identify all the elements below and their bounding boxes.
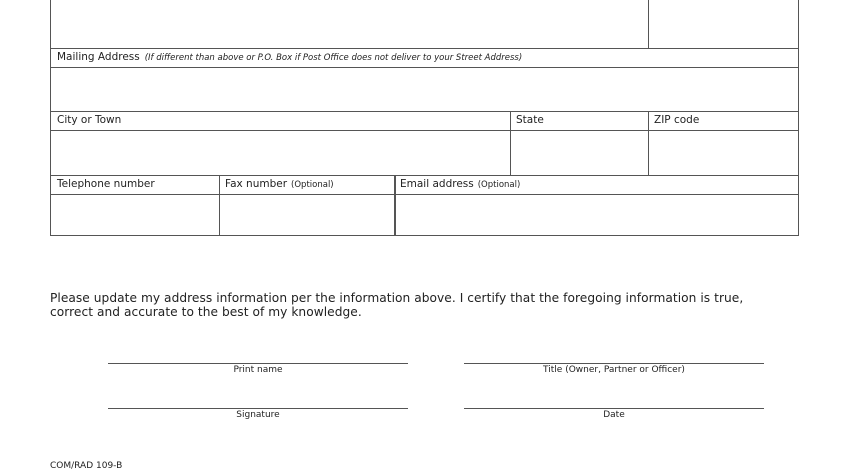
top-left-field[interactable]: [51, 0, 648, 47]
title-line[interactable]: [464, 363, 764, 364]
fax-label: [225, 179, 334, 190]
city-label: City or Town: [57, 114, 122, 126]
fax-optional-note: (Optional): [291, 180, 334, 190]
telephone-field[interactable]: [51, 195, 219, 236]
top-right-field[interactable]: [649, 0, 799, 47]
zip-field[interactable]: [649, 131, 799, 174]
certification-statement: Please update my address information per the information above. I certify that the foregoing information is true, correct and accurate to the best of my knowledge.: [50, 291, 744, 319]
email-label-text: Email address: [400, 178, 474, 190]
date-line[interactable]: [464, 408, 764, 409]
address-form-grid: [50, 0, 799, 236]
email-label: [400, 179, 520, 190]
mailing-address-label: [57, 52, 522, 63]
state-field[interactable]: [511, 131, 648, 174]
mailing-address-field[interactable]: [51, 68, 799, 110]
email-field[interactable]: [396, 195, 799, 236]
fax-label-text: Fax number: [225, 178, 288, 190]
city-field[interactable]: [51, 131, 510, 174]
zip-label: ZIP code: [654, 114, 700, 126]
signature-label: Signature: [236, 410, 280, 420]
print-name-line[interactable]: [108, 363, 408, 364]
title-label: Title (Owner, Partner or Officer): [543, 365, 685, 375]
date-label: Date: [603, 410, 625, 420]
telephone-label: Telephone number: [57, 178, 155, 190]
state-label: State: [516, 114, 544, 126]
form-code: COM/RAD 109-B: [50, 461, 123, 471]
mailing-address-note: (If different than above or P.O. Box if Post Office does not deliver to your Street Address): [144, 53, 523, 63]
mailing-address-label-text: Mailing Address: [57, 51, 140, 63]
print-name-label: Print name: [233, 365, 283, 375]
signature-line[interactable]: [108, 408, 408, 409]
fax-field[interactable]: [220, 195, 394, 236]
email-optional-note: (Optional): [477, 180, 521, 190]
